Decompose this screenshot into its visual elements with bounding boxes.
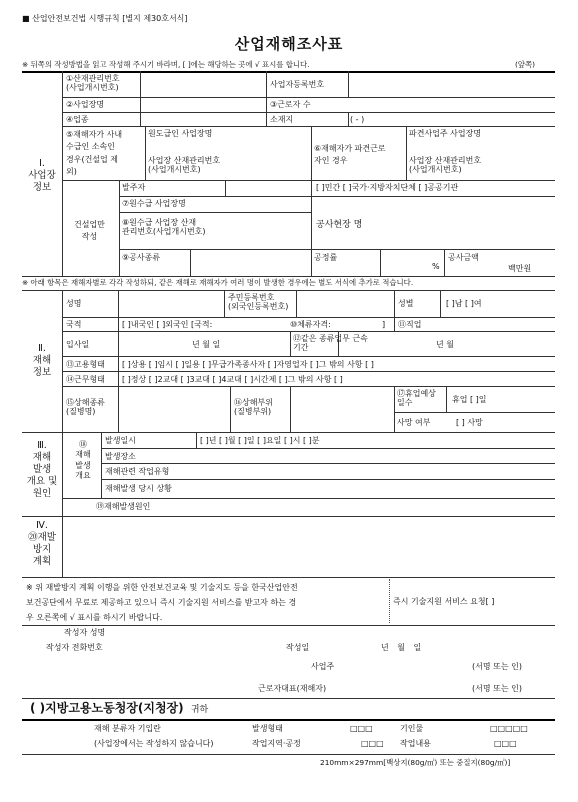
law-reference: ■ 산업안전보건법 시행규칙 [별지 제30호서식] [22, 14, 188, 23]
amount-label: 공사금액 [448, 253, 479, 262]
classifier-note: (사업장에서는 작성하지 않습니다) [94, 739, 214, 748]
worker-rep-sign[interactable]: (서명 또는 인) [472, 684, 522, 693]
write-date-value[interactable]: 년 월 일 [381, 643, 422, 652]
nationality-label: 국적 [66, 320, 82, 329]
name-label: 성명 [66, 299, 82, 308]
employer-label: 사업주 [311, 662, 335, 671]
dispatch-reg-label: 사업장 산재관리번호 (사업개시번호) [409, 156, 482, 175]
work-region-boxes[interactable]: □□□ [361, 739, 384, 748]
section4-label: Ⅳ. ⑳재발 방지 계획 [28, 520, 56, 567]
instructions-text: ※ 뒤쪽의 작성방법을 읽고 작성해 주시기 바라며, [ ]에는 해당하는 곳에 √ 표시를 합니다. [22, 60, 310, 69]
subcontract-label: ⑤재해자가 사내 수급인 소속인 경우(건설업 제 외) [66, 130, 123, 177]
hire-date-value[interactable]: 년 월 일 [192, 340, 221, 349]
addressee-office: 지방고용노동청장(지청장) [45, 701, 184, 715]
section1-label: Ⅰ. 사업장 정보 [28, 158, 56, 193]
work-region-label: 작업지역·공정 [252, 739, 301, 748]
dispatch-name-label: 파견사업주 사업장명 [409, 129, 482, 138]
rest-days-value[interactable]: 휴업 [ ]일 [452, 395, 487, 404]
tenure-value[interactable]: 년 월 [436, 340, 454, 349]
page-side-label: (앞쪽) [515, 60, 536, 69]
construction-only-label: 건설업만 작성 [74, 220, 105, 241]
cause-object-label: 기인물 [400, 724, 424, 733]
worker-rep-label: 근로자대표(재해자) [258, 684, 327, 693]
work-label: 재해관련 작업유형 [105, 467, 170, 476]
industry-label: ④업종 [66, 115, 89, 124]
datetime-label: 발생일시 [105, 436, 136, 445]
address-label: 소재지 [270, 115, 294, 124]
paper-spec: 210mm×297mm[백상지(80g/㎡) 또는 중질지(80g/㎡)] [320, 758, 511, 767]
tenure-label: ⑫같은 종류업무 근속 기간 [293, 334, 368, 353]
work-content-boxes[interactable]: □□□ [494, 739, 517, 748]
tech-support-request[interactable]: 즉시 기술지원 서비스 요청[ ] [393, 597, 495, 606]
tech-support-notice: ※ 위 재발방지 계획 이행을 위한 안전보건교육 및 기술지도 등을 한국산업안전 보건공단에서 무료로 제공하고 있으니 즉시 기술지원 서비스를 받고자 하는 경 우 오른쪽에 √ 표시를 하시기 바랍니다. [26, 583, 298, 622]
gender-options[interactable]: [ ]남 [ ]여 [446, 299, 482, 308]
prime-name-label: 원도급인 사업장명 [148, 129, 213, 138]
multi-victim-note: ※ 아래 항목은 재해자별로 각각 작성하되, 같은 재해로 재해자가 여러 명이 발생한 경우에는 별도 서식에 추가로 적습니다. [22, 278, 414, 287]
prime-site-label: ⑦원수급 사업장명 [122, 199, 186, 208]
workers-count-label: ③근로자 수 [270, 100, 311, 109]
business-name-label: ②사업장명 [66, 100, 105, 109]
work-options[interactable]: [ ]정상 [ ]2교대 [ ]3교대 [ ]4교대 [ ]시간제 [ ]그 밖의 사항 [ ] [122, 375, 343, 384]
client-label: 발주자 [122, 183, 146, 192]
nationality-options[interactable]: [ ]내국인 [ ]외국인 [국적: [122, 320, 213, 329]
percent-unit: % [432, 262, 440, 271]
work-type-label2: ⑭근무형태 [66, 375, 105, 384]
prime-reg-label: 사업장 산재관리번호 (사업개시번호) [148, 156, 221, 175]
site-name-label: 공사현장 명 [316, 220, 363, 230]
cause-label: ⑲재해발생원인 [96, 502, 151, 511]
employment-options[interactable]: [ ]상용 [ ]임시 [ ]일용 [ ]무급가족종사자 [ ]자영업자 [ ]그 밖의 사항 [ ] [122, 360, 374, 369]
addressee [30, 702, 208, 716]
business-reg-label: 사업자등록번호 [270, 80, 325, 89]
visa-close: ] [382, 320, 386, 329]
work-type-label: ⑨공사종류 [122, 253, 161, 262]
section2-label: Ⅱ. 재해 정보 [32, 343, 52, 378]
death-label: 사망 여부 [397, 418, 431, 427]
prime-site-reg-label: ⑧원수급 사업장 산재 관리번호(사업개시번호) [122, 218, 206, 237]
addressee-suffix: 귀하 [190, 705, 209, 715]
death-option[interactable]: [ ] 사망 [456, 418, 483, 427]
datetime-value[interactable]: [ ]년 [ ]월 [ ]일 [ ]요일 [ ]시 [ ]분 [200, 436, 320, 445]
gender-label: 성별 [398, 299, 414, 308]
employer-sign[interactable]: (서명 또는 인) [472, 662, 522, 671]
overview-label: ⑱ 재해 발생 개요 [75, 440, 91, 481]
address-value[interactable]: ( - ) [350, 115, 365, 124]
writer-name-label: 작성자 성명 [64, 628, 106, 637]
occur-type-label: 발생형태 [252, 724, 283, 733]
hire-date-label: 입사일 [66, 340, 90, 349]
rest-days-label: ⑰휴업예상 일수 [397, 389, 436, 408]
dispatch-label: ⑥재해자가 파견근로 자인 경우 [314, 144, 386, 165]
classifier-label: 재해 분류자 기입란 [94, 724, 161, 733]
occur-type-boxes[interactable]: □□□ [350, 724, 373, 733]
amount-unit: 백만원 [508, 264, 532, 273]
injury-type-label: ⑮상해종류 (질병명) [66, 398, 105, 417]
injury-part-label: ⑯상해부위 (질병부위) [234, 398, 273, 417]
situation-label: 재해발생 당시 상황 [105, 484, 172, 493]
write-date-label: 작성일 [286, 643, 310, 652]
reg-no-label: ①산재관리번호 (사업개시번호) [66, 74, 120, 93]
section3-label: Ⅲ. 재해 발생 개요 및 원인 [26, 440, 58, 499]
visa-label: ⑩체류자격: [290, 320, 331, 329]
work-content-label: 작업내용 [400, 739, 431, 748]
form-title: 산업재해조사표 [234, 35, 344, 53]
addressee-paren: ( ) [30, 701, 46, 715]
writer-phone-label: 작성자 전화번호 [46, 643, 103, 652]
employment-type-label: ⑬고용형태 [66, 360, 105, 369]
progress-label: 공정률 [314, 253, 338, 262]
place-label: 발생장소 [105, 452, 136, 461]
client-options[interactable]: [ ]민간 [ ]국가·지방자치단체 [ ]공공기관 [316, 183, 459, 192]
rrn-label: 주민등록번호 (외국인등록번호) [228, 293, 289, 312]
cause-object-boxes[interactable]: □□□□□ [490, 724, 528, 733]
job-label: ⑪직업 [398, 320, 422, 329]
